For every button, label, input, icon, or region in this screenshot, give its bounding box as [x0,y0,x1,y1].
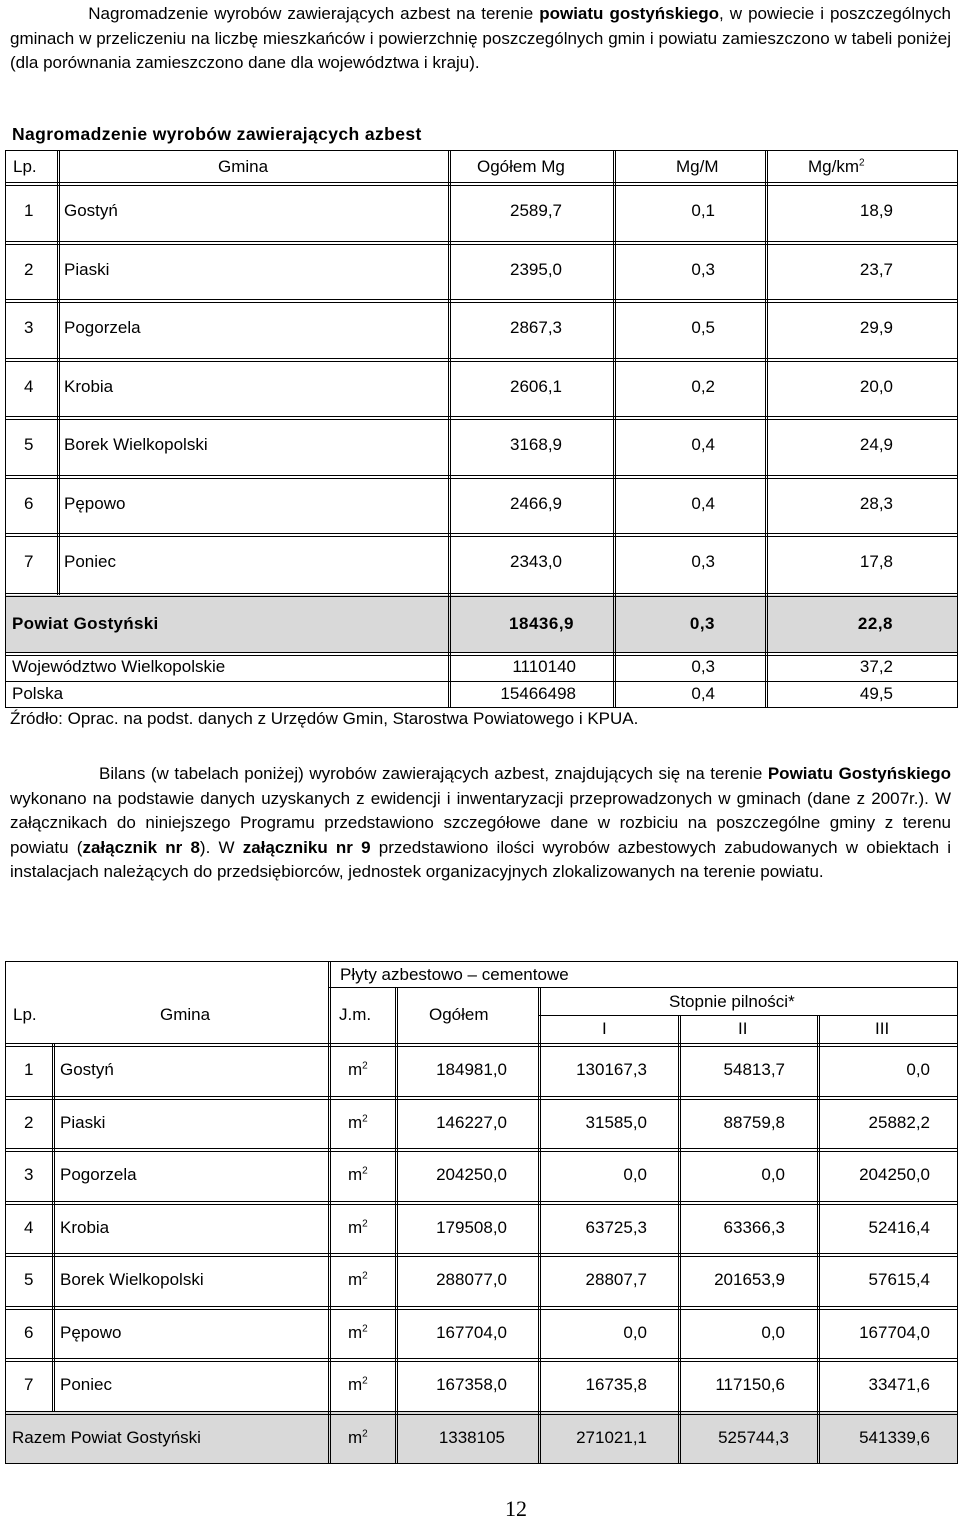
table2-cell-s3: 25882,2 [868,1112,930,1132]
table2-cell-s2: 54813,7 [723,1060,785,1079]
table1-hline [5,182,958,186]
table2-cell-s2: 0,0 [761,1322,785,1342]
sup-2: 2 [859,157,865,169]
table2-cell-s3: 167704,0 [859,1322,930,1342]
table2-cell-jm: $m^2$ [348,1322,368,1342]
table1-cell-ogolem: 2606,1 [510,376,562,396]
table1-hline [5,681,958,682]
table1-cell-ogolem: 3168,9 [510,435,562,454]
table2-cell-ogolem: 204250,0 [436,1165,507,1184]
table2-hline [5,1043,958,1047]
table1-hline [5,358,958,362]
sup-2: 2 [362,1060,368,1072]
table2-cell-jm: $m^2$ [348,1270,368,1289]
table2-cell-s1: 0,0 [623,1165,647,1184]
table2-cell-lp: 2 [24,1112,34,1132]
table1-hline [5,416,958,420]
sup-2: 2 [362,1217,368,1229]
table1-hline [5,593,958,597]
table2-cell-jm: $m^2$ [348,1217,368,1237]
table1-source: Źródło: Oprac. na podst. danych z Urzędów Gmin, Starostwa Powiatowego i KPUA. [10,709,639,728]
table1-extra-mgm: 0,4 [691,683,715,703]
table2-vline [395,987,398,1464]
table1-cell-mgm: 0,2 [691,376,715,396]
table1-vline [57,150,60,595]
table1-cell-mgm: 0,4 [691,435,715,454]
table2-cell-s3: 33471,6 [868,1375,930,1394]
table1-cell-lp: 4 [24,376,34,396]
intro-bold: powiatu gostyńskiego [539,4,720,23]
para2-bold-powiat: Powiatu Gostyńskiego [767,764,951,783]
table1-cell-ogolem: 2589,7 [510,201,562,220]
table2 [5,961,958,1461]
table2-cell-s1: 31585,0 [585,1112,647,1132]
table2-hline [5,1306,958,1310]
table1-cell-lp: 2 [24,259,34,279]
table1-cell-gmina: Krobia [64,376,114,396]
table1-cell-gmina: Poniec [64,552,116,571]
table1-extra-ogolem: 15466498 [500,683,576,703]
intro-text-2: , w powiecie i poszczególnych gminach w przeliczeniu na liczbę mieszkańców i powierzchnię poszczególnych gmin i powiatu zamieszczono w tabeli poniżej (dla porównania zamieszczono dane dla województwa i kraju). [10,4,952,72]
table1 [5,150,958,710]
table2-cell-s3: 52416,4 [868,1217,930,1237]
table1-cell-lp: 1 [24,201,34,220]
table2-hline [5,1096,958,1100]
table1-vline [765,150,768,708]
table1-hline [5,241,958,245]
table1-extra-mgkm: 49,5 [859,683,893,703]
table1-total-mgkm: 22,8 [857,613,893,633]
table1-cell-lp: 3 [24,318,34,337]
table2-vline [328,1044,331,1464]
table2-cell-lp: 5 [24,1270,34,1289]
table1-extra-mgm: 0,3 [691,656,715,676]
table2-cell-gmina: Pogorzela [60,1165,137,1184]
table2-hline [328,987,958,988]
table1-header-mgkm: $Mg/km^2$ [808,157,865,176]
sup-2: 2 [362,1270,368,1282]
table2-cell-gmina: Krobia [60,1217,110,1237]
table1-cell-mgm: 0,3 [691,259,715,279]
table1-extra-mgkm: 37,2 [859,656,893,676]
table2-cell-jm: $m^2$ [348,1165,368,1184]
table1-header-mgm: Mg/M [676,157,719,176]
table2-cell-ogolem: 167358,0 [436,1375,507,1394]
table1-cell-gmina: Pępowo [64,493,126,513]
table1-cell-mgkm: 20,0 [859,376,893,396]
table2-total-s1: 271021,1 [576,1427,647,1447]
table1-hline [5,652,958,656]
table2-hline [5,1201,958,1205]
table1-cell-gmina: Pogorzela [64,318,141,337]
table2-total-s2: 525744,3 [718,1427,789,1447]
table1-cell-gmina: Piaski [64,259,110,279]
table2-cell-s2: 117150,6 [715,1375,785,1394]
table2-cell-lp: 7 [24,1375,34,1394]
table1-cell-lp: 7 [24,552,34,571]
table1-header-ogolem: Ogółem Mg [477,157,565,176]
table2-cell-s3: 204250,0 [859,1165,930,1184]
table1-cell-mgkm: 17,8 [859,552,893,571]
table2-header-s2: II [738,1019,748,1038]
table2-cell-ogolem: 288077,0 [436,1270,507,1289]
table1-cell-mgkm: 28,3 [859,493,893,513]
table1-cell-mgkm: 18,9 [859,201,893,220]
table2-cell-gmina: Piaski [60,1112,106,1132]
sup-2: 2 [362,1427,368,1439]
table1-vline [448,150,451,708]
table2-header-gmina: Gmina [160,1005,211,1024]
table2-hline [5,1148,958,1152]
table2-cell-ogolem: 179508,0 [436,1217,507,1237]
table2-header-ogolem: Ogółem [429,1005,489,1024]
table1-cell-mgm: 0,4 [691,493,715,513]
table2-vline [328,961,331,1044]
table1-total-mgm: 0,3 [689,613,715,633]
para2-text-4: przedstawiono ilości wyrobów azbestowych zabudowanych w obiektach i instalacjach należących do przedsiębiorców, jednostek organizacyjnych zlokalizowanych na terenie powiatu. [10,837,951,881]
table1-cell-mgkm: 24,9 [859,435,893,454]
table2-hline [538,1015,958,1016]
table2-cell-ogolem: 167704,0 [436,1322,507,1342]
sup-2: 2 [362,1375,368,1387]
table2-cell-s2: 63366,3 [723,1217,785,1237]
table1-cell-lp: 5 [24,435,34,454]
table2-hline [5,1358,958,1362]
table2-cell-gmina: Borek Wielkopolski [60,1270,204,1289]
table1-cell-ogolem: 2343,0 [510,552,562,571]
table1-total-ogolem: 18436,9 [509,613,574,633]
table2-vline [678,1015,681,1464]
table2-cell-jm: $m^2$ [348,1060,368,1079]
table2-cell-s1: 16735,8 [585,1375,647,1394]
page-number: 12 [505,1496,527,1521]
table2-header-stopnie: Stopnie pilności* [669,992,795,1011]
table2-header-lp: Lp. [13,1005,37,1024]
balance-paragraph [10,762,951,885]
table2-total-s3: 541339,6 [859,1427,930,1447]
para2-bold-zal8: załącznik nr 8 [82,837,200,857]
table2-cell-s1: 28807,7 [585,1270,647,1289]
para2-text: Bilans (w tabelach poniżej) wyrobów zawierających azbest, znajdujących się na terenie [99,764,768,783]
table1-cell-mgm: 0,1 [691,201,715,220]
table2-cell-s3: 57615,4 [868,1270,930,1289]
table1-extra-label: Polska [12,683,64,703]
table1-hline [5,533,958,537]
intro-text: Nagromadzenie wyrobów zawierających azbest na terenie [88,4,540,23]
table2-header-s3: III [875,1019,890,1038]
table2-cell-lp: 1 [24,1060,34,1079]
table2-hline [5,1411,958,1415]
para2-text-3: ). W [199,837,243,857]
table2-cell-gmina: Gostyń [60,1060,114,1079]
table2-cell-gmina: Poniec [60,1375,112,1394]
table2-cell-s2: 88759,8 [723,1112,785,1132]
table2-cell-s2: 0,0 [761,1165,785,1184]
table1-total-label: Powiat Gostyński [12,613,159,633]
table1-header-gmina: Gmina [218,157,269,176]
table1-vline [613,150,616,708]
table2-cell-s2: 201653,9 [714,1270,785,1289]
table1-cell-gmina: Borek Wielkopolski [64,435,208,454]
table2-cell-lp: 6 [24,1322,34,1342]
table2-vline [538,987,541,1464]
table1-cell-gmina: Gostyń [64,201,118,220]
table1-hline [5,299,958,303]
table1-cell-mgm: 0,5 [691,318,715,337]
table2-cell-s1: 0,0 [623,1322,647,1342]
table1-cell-lp: 6 [24,493,34,513]
table1-cell-ogolem: 2466,9 [510,493,562,513]
table2-total-label: Razem Powiat Gostyński [12,1427,201,1447]
intro-paragraph [10,2,951,76]
table1-extra-label: Województwo Wielkopolskie [12,656,226,676]
sup-2: 2 [362,1322,368,1334]
table1-cell-mgm: 0,3 [691,552,715,571]
table2-cell-ogolem: 146227,0 [436,1112,507,1132]
table2-title: Płyty azbestowo – cementowe [340,965,569,984]
table2-cell-s1: 130167,3 [576,1060,647,1079]
table1-extra-ogolem: 1110140 [512,656,576,676]
table1-cell-ogolem: 2867,3 [510,318,562,337]
sup-2: 2 [362,1112,368,1124]
table1-cell-ogolem: 2395,0 [510,259,562,279]
table2-header-s1: I [602,1019,607,1038]
sup-2: 2 [362,1165,368,1177]
table2-total-jm: $m^2$ [348,1427,368,1447]
para2-text-2: wykonano na podstawie danych uzyskanych z ewidencji i inwentaryzacji przeprowadzonych w gminach (dane z 2007r.). W załącznikach do niniejszego Programu przedstawiono szczegółowe dane w rozbiciu na poszczególne gminy z terenu powiatu ( [10,788,951,857]
table2-cell-s1: 63725,3 [585,1217,647,1237]
table1-title: Nagromadzenie wyrobów zawierających azbest [12,124,422,144]
table1-cell-mgkm: 23,7 [859,259,893,279]
table2-vline [52,1044,55,1412]
table2-cell-jm: $m^2$ [348,1375,368,1394]
table2-header-jm: J.m. [339,1005,372,1024]
table2-cell-lp: 3 [24,1165,34,1184]
table2-cell-s3: 0,0 [906,1060,930,1079]
table2-cell-lp: 4 [24,1217,34,1237]
table2-cell-jm: $m^2$ [348,1112,368,1132]
table2-total-ogolem: 1338105 [438,1427,505,1447]
table2-cell-ogolem: 184981,0 [436,1060,507,1079]
table1-cell-mgkm: 29,9 [859,318,893,337]
table1-header-lp: Lp. [13,157,37,176]
table2-cell-gmina: Pępowo [60,1322,122,1342]
para2-bold-zal9: załączniku nr 9 [242,837,371,857]
table1-hline [5,475,958,479]
table2-hline [5,1253,958,1257]
table2-vline [817,1015,820,1464]
